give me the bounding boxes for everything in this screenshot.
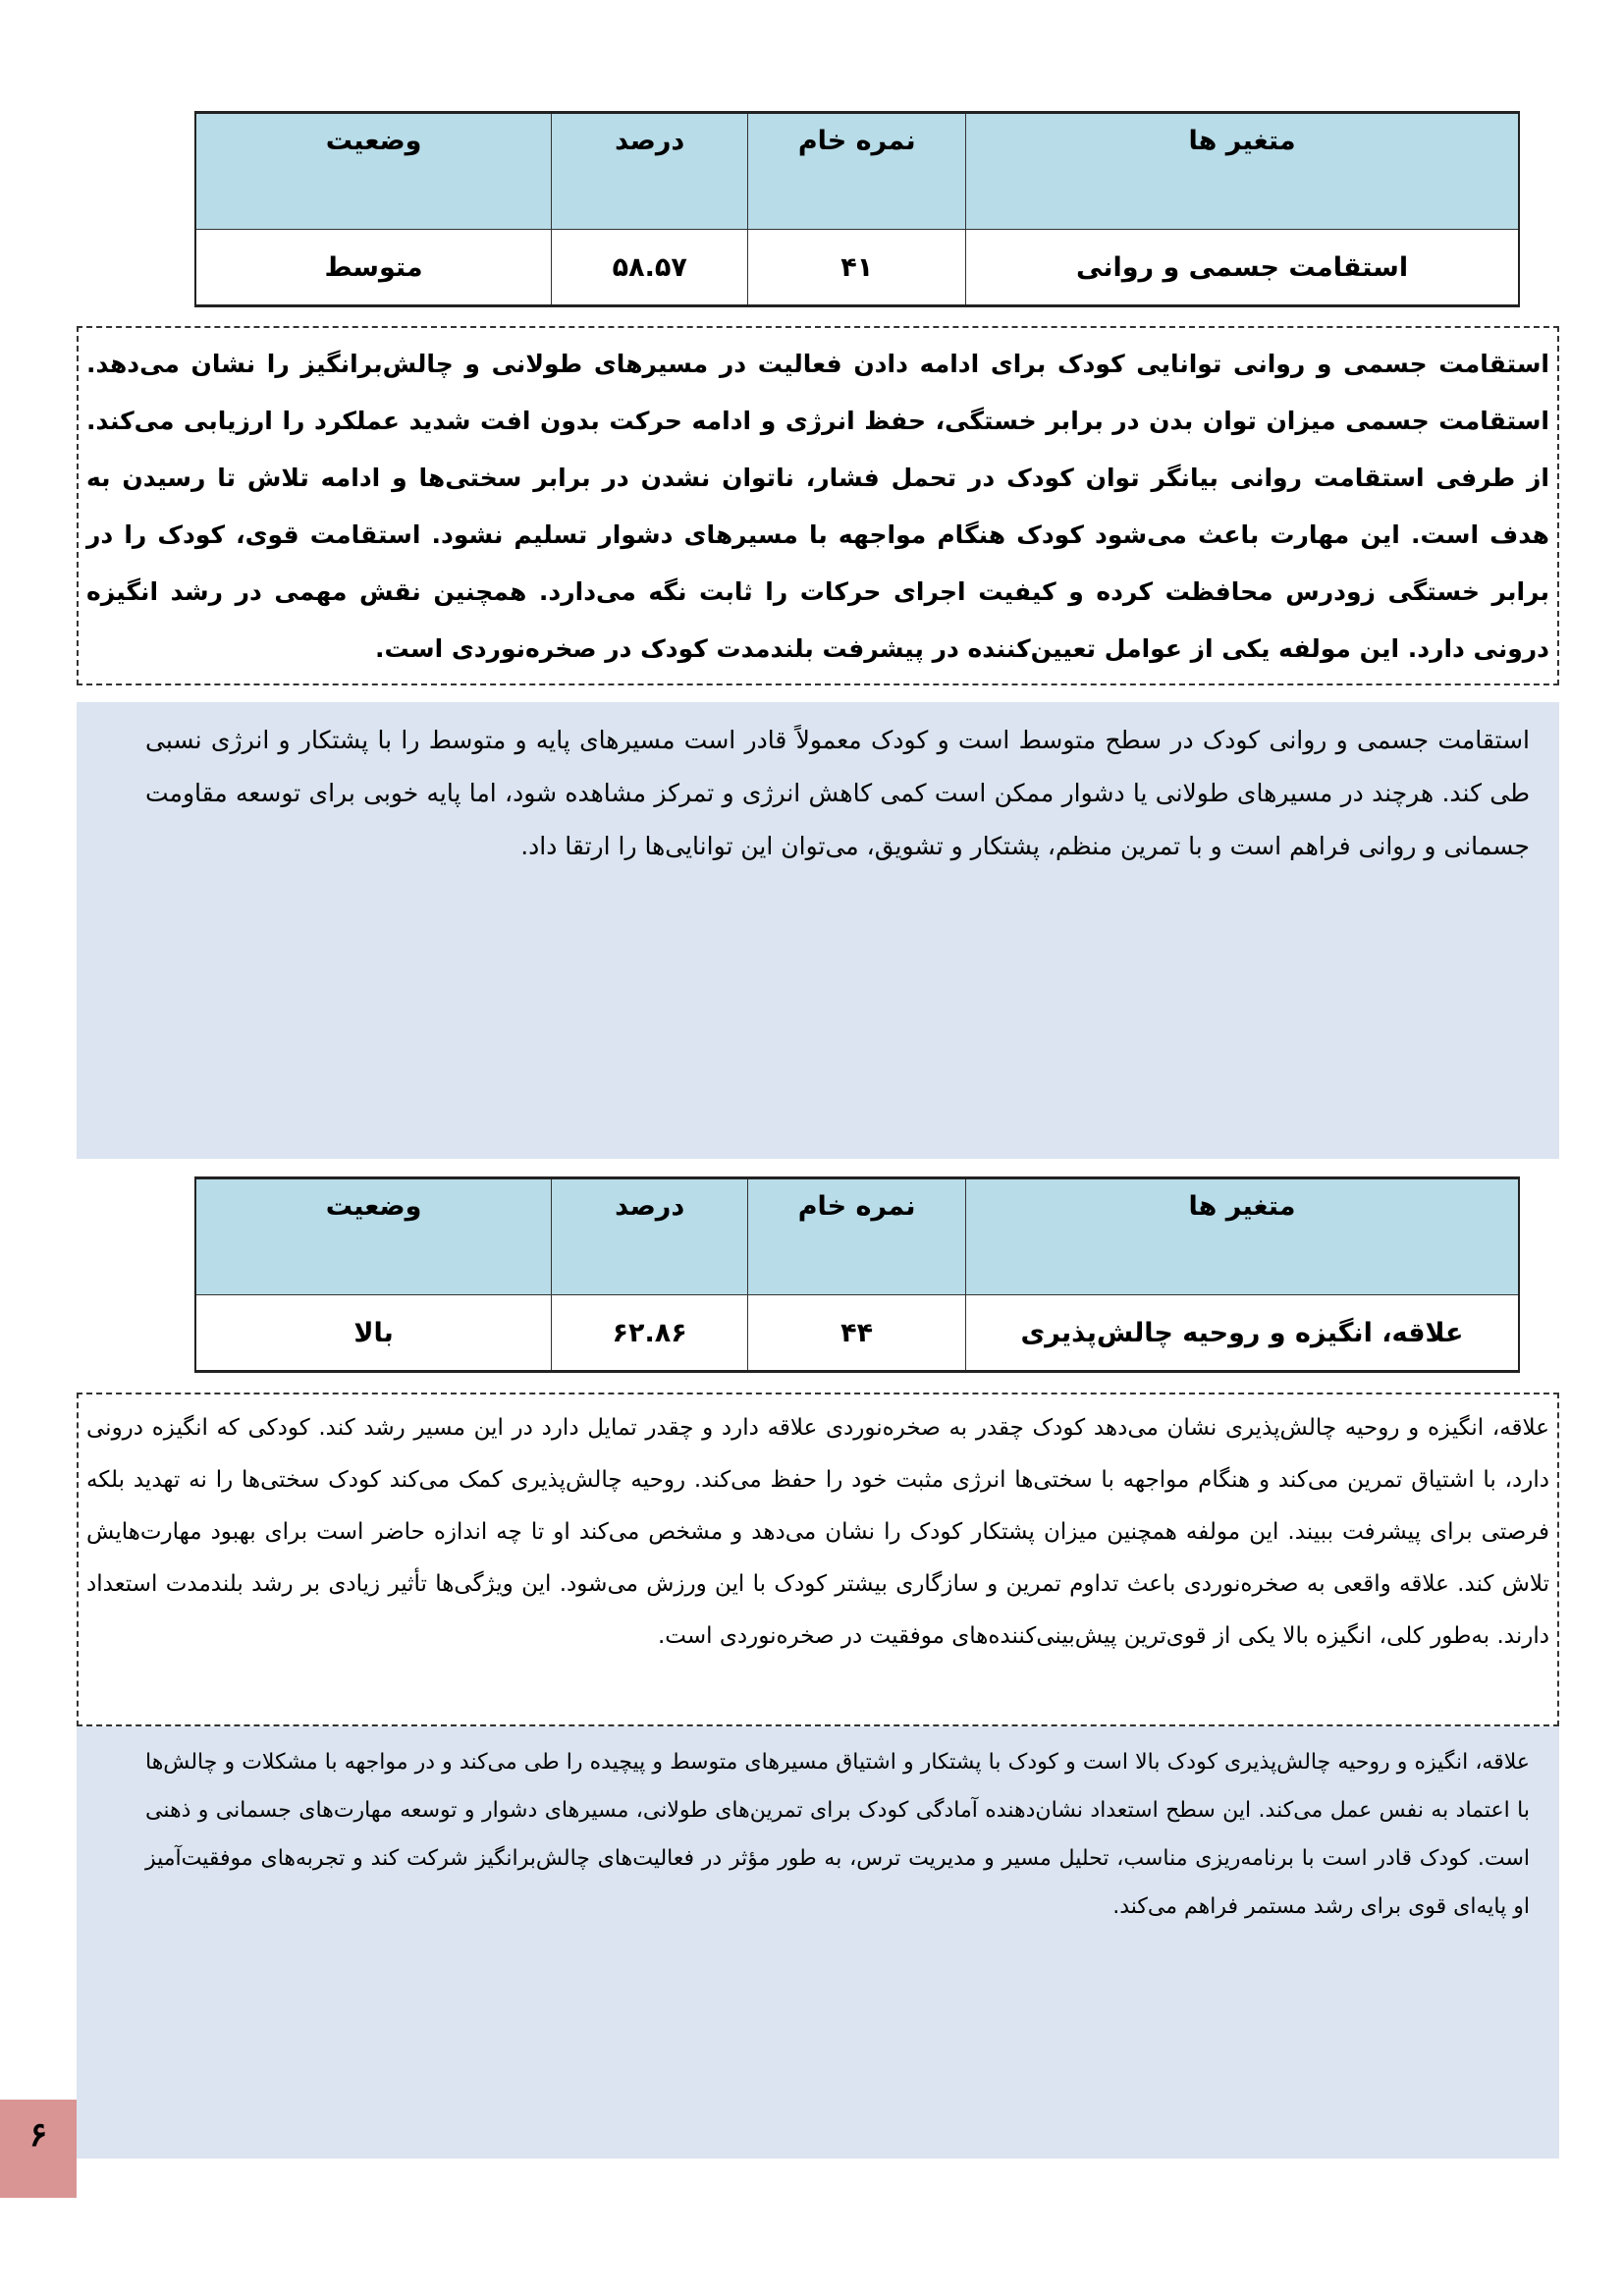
header-raw-score: نمره خام <box>748 113 966 230</box>
header-percent: درصد <box>552 113 748 230</box>
cell-status: متوسط <box>195 230 552 306</box>
cell-percent: ۵۸.۵۷ <box>552 230 748 306</box>
interpretation-text: استقامت جسمی و روانی کودک در سطح متوسط است و کودک معمولاً قادر است مسیرهای پایه و متوسط را با پشتکار و انرژی نسبی طی کند. هرچند در مسیرهای طولانی یا دشوار ممکن است کمی کاهش انرژی و تمرکز مشاهده شود، اما پایه خوبی برای توسعه مقاومت جسمانی و روانی فراهم است و با تمرین منظم، پشتکار و تشویق، می‌توان این توانایی‌ها را ارتقا داد. <box>145 726 1530 860</box>
score-table-endurance <box>194 111 1520 307</box>
cell-raw-score: ۴۴ <box>748 1295 966 1372</box>
header-raw-score: نمره خام <box>748 1178 966 1295</box>
header-status: وضعیت <box>195 1178 552 1295</box>
table-header-row <box>195 1178 1519 1295</box>
description-text: استقامت جسمی و روانی توانایی کودک برای ادامه دادن فعالیت در مسیرهای طولانی و چالش‌برانگیز را نشان می‌دهد. استقامت جسمی میزان توان بدن در برابر خستگی، حفظ انرژی و ادامه حرکت بدون افت شدید عملکرد را ارزیابی می‌کند. از طرفی استقامت روانی بیانگر توان کودک در تحمل فشار، ناتوان نشدن در برابر سختی‌ها و ادامه تلاش تا رسیدن به هدف است. این مهارت باعث می‌شود کودک هنگام مواجهه با مسیرهای دشوار تسلیم نشود. استقامت قوی، کودک را در برابر خستگی زودرس محافظت کرده و کیفیت اجرای حرکات را ثابت نگه می‌دارد. همچنین نقش مهمی در رشد انگیزه درونی دارد. این مولفه یکی از عوامل تعیین‌کننده در پیشرفت بلندمدت کودک در صخره‌نوردی است. <box>86 350 1549 663</box>
header-percent: درصد <box>552 1178 748 1295</box>
cell-status: بالا <box>195 1295 552 1372</box>
description-text: علاقه، انگیزه و روحیه چالش‌پذیری نشان می‌دهد کودک چقدر به صخره‌نوردی علاقه دارد و چقدر تمایل دارد در این مسیر رشد کند. کودکی که انگیزه درونی دارد، با اشتیاق تمرین می‌کند و هنگام مواجهه با سختی‌ها انرژی مثبت خود را حفظ می‌کند. روحیه چالش‌پذیری کمک می‌کند کودک سختی‌ها را نه تهدید بلکه فرصتی برای پیشرفت ببیند. این مولفه همچنین میزان پشتکار کودک را نشان می‌دهد و مشخص می‌کند او تا چه اندازه حاضر است برای بهبود مهارت‌هایش تلاش کند. علاقه واقعی به صخره‌نوردی باعث تداوم تمرین و سازگاری بیشتر کودک با این ورزش می‌شود. این ویژگی‌ها تأثیر زیادی بر رشد بلندمدت استعداد دارند. به‌طور کلی، انگیزه بالا یکی از قوی‌ترین پیش‌بینی‌کننده‌های موفقیت در صخره‌نوردی است. <box>86 1415 1549 1649</box>
interpretation-box-motivation <box>77 1726 1559 2159</box>
cell-variable: استقامت جسمی و روانی <box>966 230 1519 306</box>
table-row <box>195 1295 1519 1372</box>
table-header-row <box>195 113 1519 230</box>
page-number-badge <box>0 2100 77 2198</box>
score-table-motivation <box>194 1176 1520 1373</box>
description-box-motivation <box>77 1393 1559 1726</box>
header-variable: متغیر ها <box>966 113 1519 230</box>
header-variable: متغیر ها <box>966 1178 1520 1295</box>
interpretation-box-endurance <box>77 702 1559 1159</box>
header-status: وضعیت <box>195 113 552 230</box>
table-row <box>195 230 1519 306</box>
cell-raw-score: ۴۱ <box>748 230 966 306</box>
description-box-endurance <box>77 326 1559 685</box>
interpretation-text: علاقه، انگیزه و روحیه چالش‌پذیری کودک بالا است و کودک با پشتکار و اشتیاق مسیرهای متوسط و پیچیده را طی می‌کند و در مواجهه با مشکلات و چالش‌ها با اعتماد به نفس عمل می‌کند. این سطح استعداد نشان‌دهنده آمادگی کودک برای تمرین‌های طولانی، مسیرهای دشوار و توسعه مهارت‌های جسمانی و ذهنی است. کودک قادر است با برنامه‌ریزی مناسب، تحلیل مسیر و مدیریت ترس، به طور مؤثر در فعالیت‌های چالش‌برانگیز شرکت کند و تجربه‌های موفقیت‌آمیز او پایه‌ای قوی برای رشد مستمر فراهم می‌کند. <box>145 1750 1530 1919</box>
page-number: ۶ <box>28 2115 48 2155</box>
cell-percent: ۶۲.۸۶ <box>552 1295 748 1372</box>
cell-variable: علاقه، انگیزه و روحیه چالش‌پذیری <box>966 1295 1520 1372</box>
